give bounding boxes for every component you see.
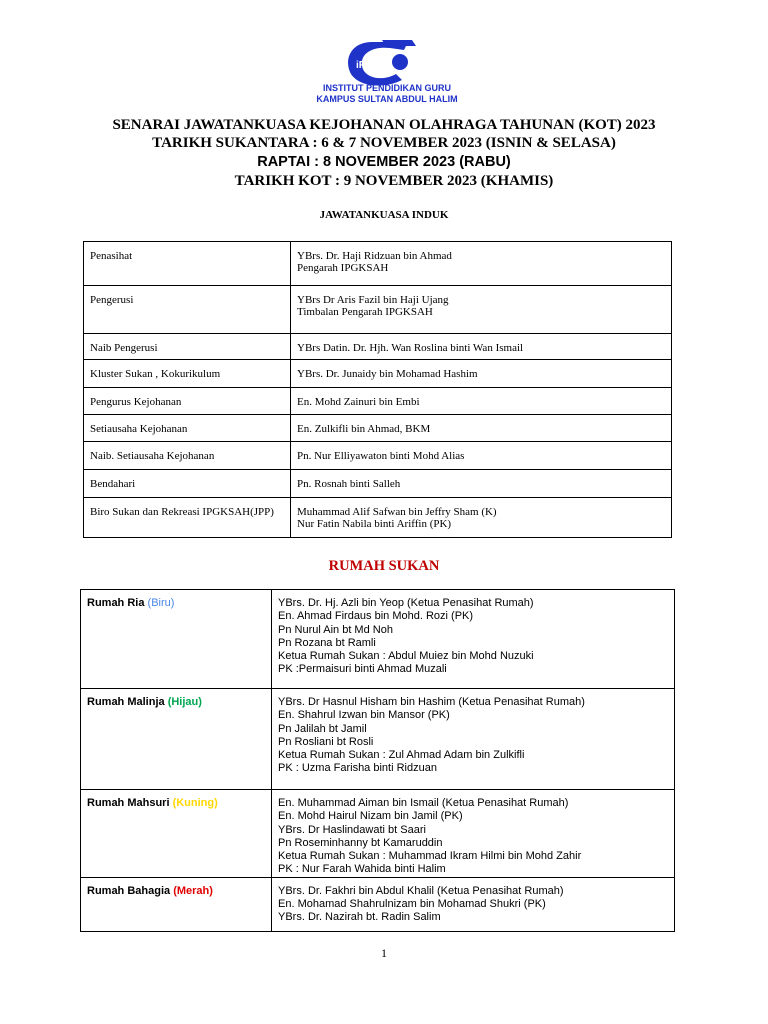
rumah-name: Rumah Bahagia xyxy=(87,884,171,897)
induk-member-line: Pn. Nur Elliyawaton binti Mohd Alias xyxy=(297,450,465,462)
induk-row xyxy=(84,360,672,388)
induk-members xyxy=(291,242,672,286)
induk-member-line: YBrs. Dr. Junaidy bin Mohamad Hashim xyxy=(297,368,478,380)
rumah-member-line: Pn Roseminhanny bt Kamaruddin xyxy=(278,836,443,849)
rumah-name: Rumah Mahsuri xyxy=(87,797,170,809)
rumah-member-line: En. Mohd Hairul Nizam bin Jamil (PK) xyxy=(278,810,463,823)
logo-emblem-text: iPG xyxy=(356,60,374,71)
rumah-members xyxy=(272,790,675,878)
rumah-member-line: Ketua Rumah Sukan : Zul Ahmad Adam bin Zulkifli xyxy=(278,749,525,762)
induk-members xyxy=(291,360,672,388)
induk-members xyxy=(291,415,672,442)
induk-role: Bendahari xyxy=(84,470,291,498)
rumah-member-line: YBrs. Dr Hasnul Hisham bin Hashim (Ketua Penasihat Rumah) xyxy=(278,696,585,708)
rumah-member-line: Pn Rosliani bt Rosli xyxy=(278,735,374,748)
induk-row xyxy=(84,242,672,286)
rumah-members xyxy=(272,590,675,689)
title-line-4: TARIKH KOT : 9 NOVEMBER 2023 (KHAMIS) xyxy=(234,173,554,189)
induk-role: Biro Sukan dan Rekreasi IPGKSAH(JPP) xyxy=(84,498,291,538)
rumah-heading: RUMAH SUKAN xyxy=(328,558,440,574)
rumah-name-cell xyxy=(81,590,272,689)
induk-role: Naib Pengerusi xyxy=(84,334,291,360)
rumah-name: Rumah Malinja xyxy=(87,696,165,708)
induk-row xyxy=(84,498,672,538)
rumah-member-line: YBrs. Dr. Fakhri bin Abdul Khalil (Ketua Penasihat Rumah) xyxy=(278,884,564,897)
rumah-name-cell xyxy=(81,689,272,790)
rumah-row xyxy=(81,590,675,689)
induk-member-line: Timbalan Pengarah IPGKSAH xyxy=(297,306,433,318)
rumah-name-cell xyxy=(81,877,272,931)
induk-role: Pengurus Kejohanan xyxy=(84,388,291,415)
induk-role: Setiausaha Kejohanan xyxy=(84,415,291,442)
rumah-member-line: En. Shahrul Izwan bin Mansor (PK) xyxy=(278,709,450,722)
induk-member-line: YBrs. Dr. Haji Ridzuan bin Ahmad xyxy=(297,250,452,262)
rumah-member-line: En. Muhammad Aiman bin Ismail (Ketua Penasihat Rumah) xyxy=(278,797,569,809)
rumah-row xyxy=(81,877,675,931)
title-line-1: SENARAI JAWATANKUASA KEJOHANAN OLAHRAGA TAHUNAN (KOT) 2023 xyxy=(112,117,656,133)
rumah-row xyxy=(81,689,675,790)
rumah-member-line: YBrs. Dr Haslindawati bt Saari xyxy=(278,823,426,836)
rumah-member-line: PK :Permaisuri binti Ahmad Muzali xyxy=(278,663,447,676)
rumah-color-label: (Biru) xyxy=(147,597,175,609)
induk-table xyxy=(83,241,672,538)
induk-member-line: YBrs Dr Aris Fazil bin Haji Ujang xyxy=(297,294,449,306)
rumah-name-cell xyxy=(81,790,272,878)
rumah-member-line: Ketua Rumah Sukan : Muhammad Ikram Hilmi bin Mohd Zahir xyxy=(278,850,582,863)
rumah-member-line: PK : Uzma Farisha binti Ridzuan xyxy=(278,762,437,775)
induk-row xyxy=(84,334,672,360)
induk-member-line: Pn. Rosnah binti Salleh xyxy=(297,478,401,490)
rumah-member-line: Pn Rozana bt Ramli xyxy=(278,636,376,649)
page-number: 1 xyxy=(381,946,387,960)
induk-row xyxy=(84,470,672,498)
rumah-member-line: YBrs. Dr. Nazirah bt. Radin Salim xyxy=(278,911,441,924)
logo-line-1: INSTITUT PENDIDIKAN GURU xyxy=(323,83,451,93)
induk-role: Penasihat xyxy=(84,242,291,286)
rumah-member-line: Pn Jalilah bt Jamil xyxy=(278,722,367,735)
logo-line-2: KAMPUS SULTAN ABDUL HALIM xyxy=(316,94,458,104)
rumah-member-line: En. Ahmad Firdaus bin Mohd. Rozi (PK) xyxy=(278,610,474,623)
induk-heading: JAWATANKUASA INDUK xyxy=(319,209,449,221)
rumah-member-line: En. Mohamad Shahrulnizam bin Mohamad Shukri (PK) xyxy=(278,898,546,911)
induk-member-line: Nur Fatin Nabila binti Ariffin (PK) xyxy=(297,518,452,530)
induk-members xyxy=(291,470,672,498)
induk-member-line: Muhammad Alif Safwan bin Jeffry Sham (K) xyxy=(297,506,497,518)
title-line-3: RAPTAI : 8 NOVEMBER 2023 (RABU) xyxy=(257,154,511,170)
induk-member-line: En. Zulkifli bin Ahmad, BKM xyxy=(297,423,431,435)
rumah-color-label: (Kuning) xyxy=(172,797,218,809)
induk-members xyxy=(291,442,672,470)
induk-role: Naib. Setiausaha Kejohanan xyxy=(84,442,291,470)
induk-member-line: Pengarah IPGKSAH xyxy=(297,262,389,274)
induk-role: Kluster Sukan , Kokurikulum xyxy=(84,360,291,388)
induk-role: Pengerusi xyxy=(84,286,291,334)
rumah-color-label: (Merah) xyxy=(173,884,213,897)
institute-logo xyxy=(312,36,462,110)
induk-members xyxy=(291,286,672,334)
induk-members xyxy=(291,498,672,538)
rumah-table xyxy=(80,589,675,932)
rumah-row xyxy=(81,790,675,878)
title-line-2: TARIKH SUKANTARA : 6 & 7 NOVEMBER 2023 (ISNIN & SELASA) xyxy=(152,135,616,151)
induk-row xyxy=(84,415,672,442)
rumah-name: Rumah Ria xyxy=(87,597,145,609)
rumah-member-line: PK : Nur Farah Wahida binti Halim xyxy=(278,863,446,876)
induk-row xyxy=(84,286,672,334)
rumah-members xyxy=(272,689,675,790)
rumah-members xyxy=(272,877,675,931)
induk-row xyxy=(84,388,672,415)
induk-row xyxy=(84,442,672,470)
induk-members xyxy=(291,388,672,415)
induk-members xyxy=(291,334,672,360)
induk-member-line: En. Mohd Zainuri bin Embi xyxy=(297,396,420,408)
rumah-member-line: Pn Nurul Ain bt Md Noh xyxy=(278,623,393,636)
induk-member-line: YBrs Datin. Dr. Hjh. Wan Roslina binti Wan Ismail xyxy=(297,342,524,354)
rumah-color-label: (Hijau) xyxy=(167,696,202,708)
rumah-member-line: YBrs. Dr. Hj. Azli bin Yeop (Ketua Penasihat Rumah) xyxy=(278,597,534,609)
rumah-member-line: Ketua Rumah Sukan : Abdul Muiez bin Mohd Nuzuki xyxy=(278,650,534,663)
